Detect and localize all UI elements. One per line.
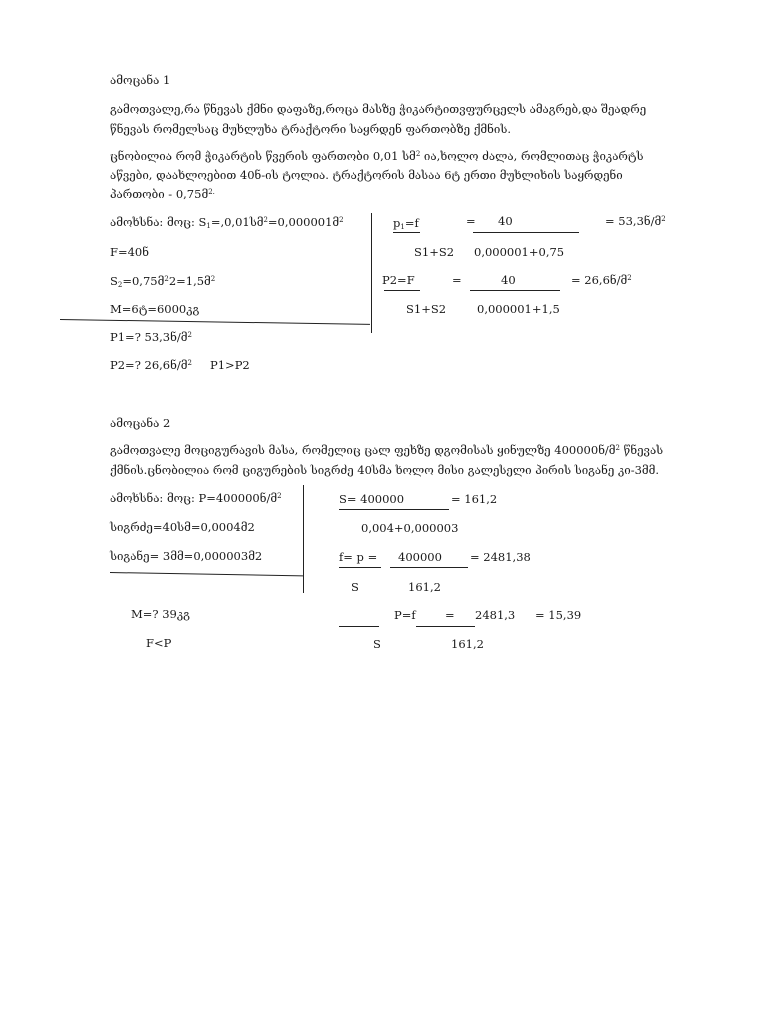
task2-s-fraction-bar — [339, 509, 449, 510]
task2-s-result: = 161,2 — [451, 492, 498, 506]
task1-formula2-eq: = — [452, 273, 462, 287]
task2-title: ამოცანა 2 — [110, 416, 171, 430]
task1-formula2-den1: S1+S2 — [406, 302, 447, 316]
task2-f-result: = 2481,38 — [470, 550, 531, 564]
task2-f-den1: S — [351, 580, 359, 594]
task2-comparison: F<P — [146, 636, 172, 650]
task2-p-fraction-bar — [416, 626, 475, 627]
task1-vertical-divider — [371, 213, 372, 333]
task2-paragraph-line2: ქმნის.ცნობილია რომ ციგურების სიგრძე 40სმა ხოლო მისი გალესელი პირის სიგანე კი-3მმ. — [110, 463, 660, 477]
task2-p-den1: S — [373, 637, 381, 651]
task2-mass-answer: M=? 39კგ — [131, 607, 190, 621]
task2-separator-line — [110, 572, 303, 576]
task2-f-lhs-bar — [339, 567, 381, 568]
task1-formula2-lhs: P2=F — [382, 273, 415, 287]
task2-p-den2: 161,2 — [451, 637, 484, 651]
task1-formula1-numerator: 40 — [498, 214, 513, 228]
task2-f-formula: f= p = — [339, 550, 378, 564]
task1-paragraph2-line2: აწვები, დაახლოებით 40ნ-ის ტოლია. ტრაქტორის მასაა 6ტ ერთი მუხლიხის საყრდენი — [110, 168, 623, 182]
task1-paragraph2-line3: პართობი - 0,75მ$^{2.}$ — [110, 187, 215, 201]
task1-p2-answer: P2=? 26,6ნ/მ$^2$ — [110, 358, 192, 372]
task2-p-numerator: 2481,3 — [475, 608, 516, 622]
task1-comparison: P1>P2 — [210, 358, 250, 372]
task1-formula1-lhs: $p_1=f$ — [393, 216, 419, 231]
task2-s-denominator: 0,004+0,000003 — [361, 521, 459, 535]
task2-s-formula: S= 400000 — [339, 492, 405, 506]
task1-formula1-fraction-bar — [473, 232, 579, 233]
task1-paragraph1-line1: გამოთვალე,რა წნევას ქმნი დაფაზე,როცა მასზე ჭიკარტითვფურცელს ამაგრებ,და შეადრე — [110, 102, 647, 116]
task2-f-numerator: 400000 — [398, 550, 442, 564]
task1-formula2-numerator: 40 — [501, 273, 516, 287]
task2-f-fraction-bar — [390, 567, 468, 568]
task1-title: ამოცანა 1 — [110, 73, 171, 87]
task1-paragraph2-line1: ცნობილია რომ ჭიკარტის წვერის ფართობი 0,01 სმ$^2$ ია,ხოლო ძალა, რომლითაც ჭიკარტს — [110, 149, 644, 163]
task1-area2: $S_2=0,75მ^22=1,5მ^2$ — [110, 274, 216, 289]
task2-p-left-bar — [339, 626, 379, 627]
task2-width: სიგანე= 3მმ=0,000003მ2 — [110, 549, 263, 563]
task2-vertical-divider — [303, 485, 304, 593]
task1-paragraph1-line2: წნევას რომელსაც მუხლუხა ტრაქტორი საყრდენ ფართობზე ქმნის. — [110, 122, 511, 136]
task1-formula1-den2: 0,000001+0,75 — [474, 245, 565, 259]
task2-p-result: = 15,39 — [535, 608, 582, 622]
task1-formula1-den1: S1+S2 — [414, 245, 455, 259]
task1-p1-answer: P1=? 53,3ნ/მ$^2$ — [110, 330, 192, 344]
task1-formula1-eq: = — [466, 214, 476, 228]
task2-solution-given: ამოხსნა: მოც: P=400000ნ/მ$^2$ — [110, 491, 282, 505]
task1-solution-given: ამოხსნა: მოც: $S_1=,0,01სმ^2=0,000001მ^2$ — [110, 215, 344, 230]
task1-mass: M=6ტ=6000კგ — [110, 302, 200, 316]
task2-p-formula: P=f — [394, 608, 416, 622]
task1-formula2-fraction-bar — [470, 290, 560, 291]
task1-force: F=40ნ — [110, 245, 149, 259]
task2-p-eq: = — [445, 608, 455, 622]
task1-separator-line — [60, 319, 370, 325]
task1-formula2-den2: 0,000001+1,5 — [477, 302, 560, 316]
task2-length: სიგრძე=40სმ=0,0004მ2 — [110, 520, 255, 534]
task1-formula1-lhs-bar — [393, 232, 420, 233]
task2-paragraph-line1: გამოთვალე მოციგურავის მასა, რომელიც ცალ ფეხზე დგომისას ყინულზე 400000ნ/მ$^2$ წნევას — [110, 443, 664, 457]
task1-formula1-result: = 53,3ნ/მ$^2$ — [605, 214, 666, 228]
task1-formula2-lhs-bar — [384, 290, 420, 291]
task2-f-den2: 161,2 — [408, 580, 441, 594]
task1-formula2-result: = 26,6ნ/მ$^2$ — [571, 273, 632, 287]
